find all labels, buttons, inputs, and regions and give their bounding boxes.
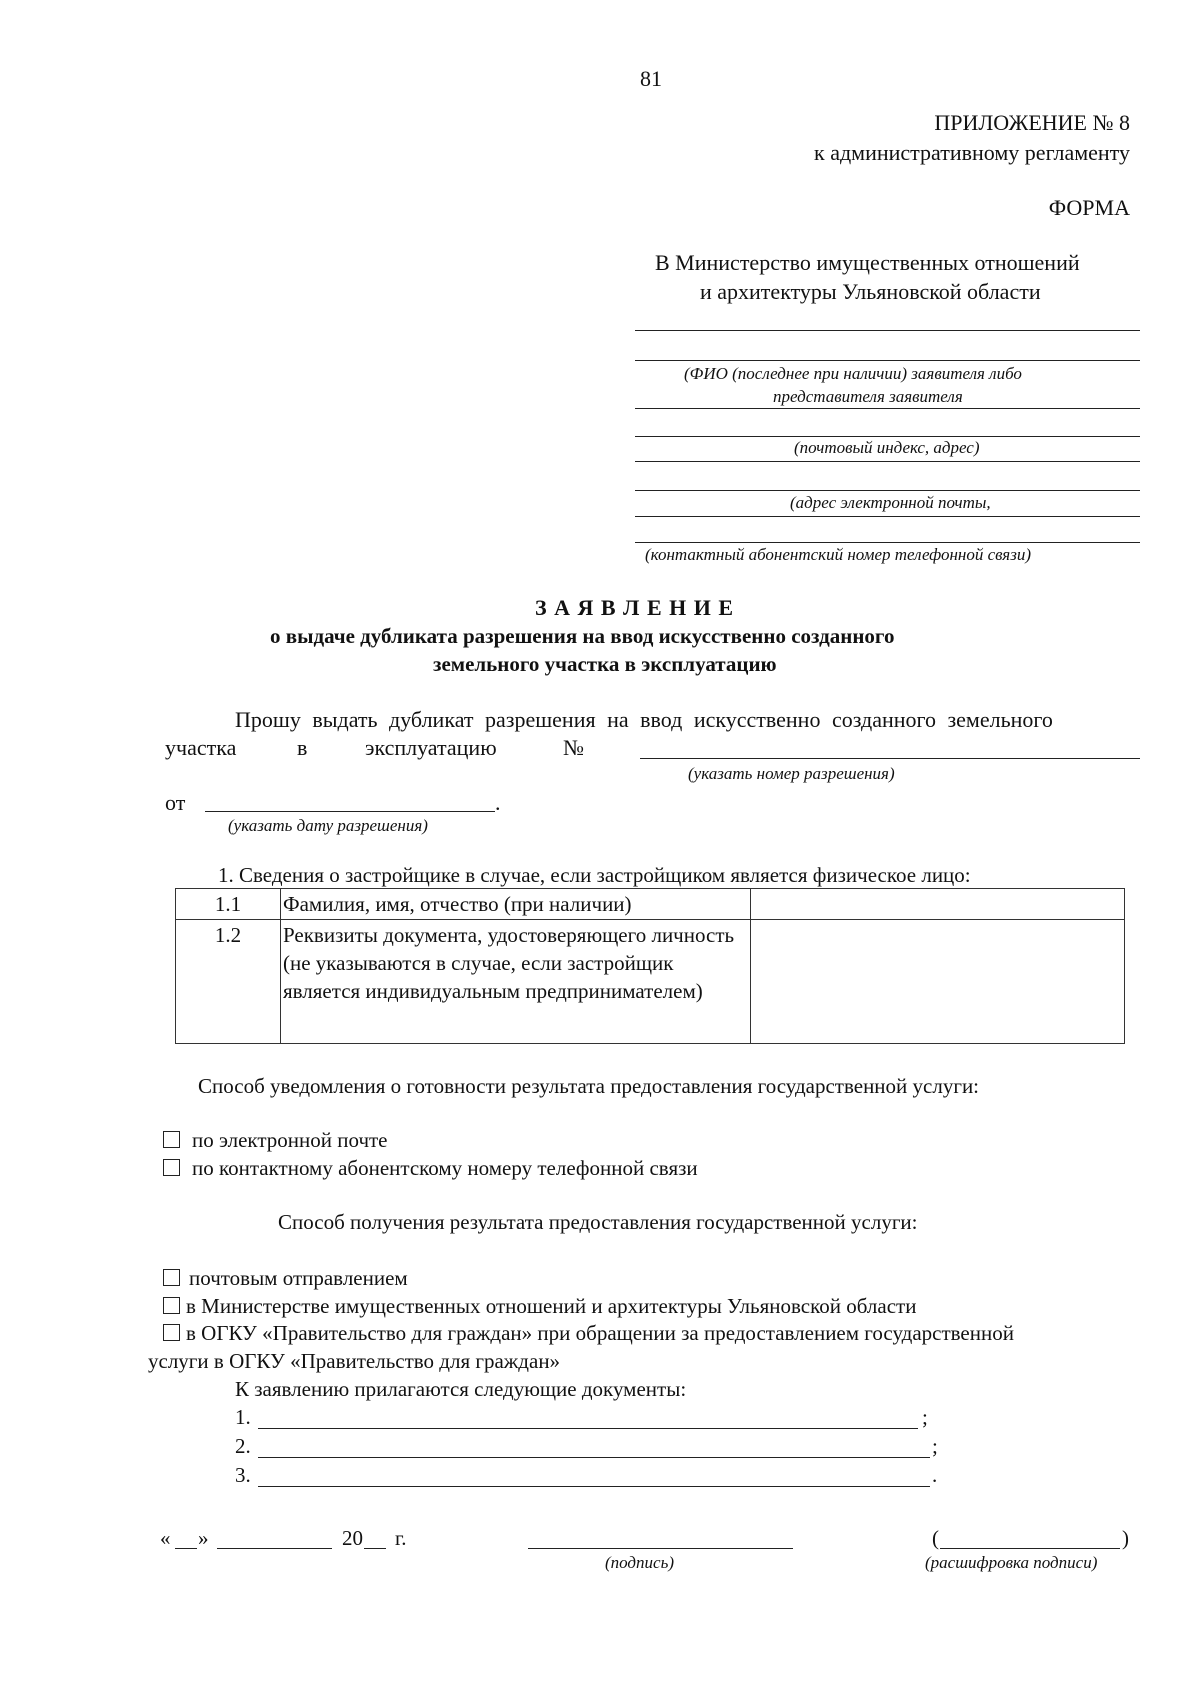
appendix-title: ПРИЛОЖЕНИЕ № 8 [934, 110, 1130, 135]
statement-subtitle-2: земельного участка в эксплуатацию [433, 652, 777, 676]
year-suffix: г. [395, 1526, 407, 1550]
checkbox[interactable] [163, 1131, 180, 1148]
row-label: Фамилия, имя, отчество (при наличии) [281, 889, 751, 920]
receive-option-ministry[interactable] [163, 1294, 916, 1319]
postal-line-2[interactable] [635, 461, 1140, 462]
regulation-reference: к административному регламенту [814, 140, 1130, 165]
attachments-heading: К заявлению прилагаются следующие документы: [235, 1377, 687, 1401]
option-label: по электронной почте [192, 1128, 388, 1152]
attachment-field-2[interactable] [258, 1457, 930, 1458]
table-row [176, 920, 1125, 1044]
notify-option-phone[interactable] [163, 1156, 698, 1181]
fio-line-2[interactable] [635, 360, 1140, 361]
row-label: Реквизиты документа, удостоверяющего личность (не указываются в случае, если застройщик является индивидуальным предпринимателем) [281, 920, 751, 1044]
addressee-line-1: В Министерство имущественных отношений [655, 250, 1080, 275]
permit-date-field[interactable] [205, 811, 495, 812]
attachment-num-1: 1. [235, 1405, 251, 1429]
checkbox[interactable] [163, 1297, 180, 1314]
row-number: 1.2 [176, 920, 281, 1044]
receive-option-ogku-cont: услуги в ОГКУ «Правительство для граждан» [148, 1349, 561, 1373]
checkbox[interactable] [163, 1269, 180, 1286]
permit-number-hint: (указать номер разрешения) [688, 764, 895, 783]
page-number: 81 [640, 66, 662, 91]
checkbox[interactable] [163, 1324, 180, 1341]
request-number-sign: № [563, 735, 584, 760]
receive-option-mail[interactable] [163, 1266, 408, 1291]
signature-decode-hint: (расшифровка подписи) [925, 1553, 1098, 1572]
checkbox[interactable] [163, 1159, 180, 1176]
option-label: по контактному абонентскому номеру телефонной связи [192, 1156, 698, 1180]
statement-title: З А Я В Л Е Н И Е [535, 595, 735, 620]
attachment-num-2: 2. [235, 1434, 251, 1458]
day-field[interactable] [175, 1548, 197, 1549]
signature-field[interactable] [528, 1548, 793, 1549]
receive-option-ogku[interactable] [163, 1321, 1014, 1346]
phone-hint: (контактный абонентский номер телефонной связи) [645, 545, 1031, 564]
postal-line-1[interactable] [635, 436, 1140, 437]
statement-subtitle-1: о выдаче дубликата разрешения на ввод искусственно созданного [270, 624, 895, 648]
phone-line[interactable] [635, 542, 1140, 543]
addressee-line-2: и архитектуры Ульяновской области [700, 279, 1041, 304]
attachment-end-3: . [932, 1463, 938, 1487]
fio-line-3[interactable] [635, 408, 1140, 409]
postal-hint: (почтовый индекс, адрес) [794, 438, 980, 457]
fio-hint-2: представителя заявителя [773, 387, 963, 406]
option-label: почтовым отправлением [189, 1266, 408, 1290]
permit-number-field[interactable] [640, 758, 1140, 759]
date-close-quote: » [198, 1526, 209, 1550]
signature-hint: (подпись) [605, 1553, 674, 1572]
request-word-in: в [297, 735, 308, 760]
request-line-1 [235, 707, 1140, 733]
year-prefix: 20 [342, 1526, 363, 1550]
fio-hint-1: (ФИО (последнее при наличии) заявителя либо [684, 364, 1022, 383]
table-row [176, 889, 1125, 920]
request-word-plot: участка [165, 735, 237, 760]
attachment-num-3: 3. [235, 1463, 251, 1487]
receive-heading: Способ получения результата предоставления государственной услуги: [278, 1210, 918, 1234]
full-name-field[interactable] [751, 889, 1125, 920]
paren-close: ) [1122, 1526, 1129, 1550]
attachment-end-1: ; [922, 1405, 928, 1429]
request-text-1: Прошу выдать дубликат разрешения на ввод искусственно созданного земельного [235, 707, 1053, 732]
attachment-field-3[interactable] [258, 1486, 930, 1487]
signature-decode-field[interactable] [940, 1548, 1120, 1549]
email-line-2[interactable] [635, 516, 1140, 517]
form-label: ФОРМА [1048, 195, 1130, 220]
date-open-quote: « [160, 1526, 171, 1550]
fio-line-1[interactable] [635, 330, 1140, 331]
attachment-field-1[interactable] [258, 1428, 918, 1429]
developer-info-table [175, 888, 1125, 1044]
attachment-end-2: ; [932, 1434, 938, 1458]
year-field[interactable] [364, 1548, 386, 1549]
from-end: . [495, 790, 501, 815]
paren-open: ( [932, 1526, 939, 1550]
row-number: 1.1 [176, 889, 281, 920]
option-label: в ОГКУ «Правительство для граждан» при обращении за предоставлением государственной [186, 1321, 1014, 1345]
email-line-1[interactable] [635, 490, 1140, 491]
request-word-operation: эксплуатацию [365, 735, 497, 760]
from-label: от [165, 790, 186, 815]
section-1-heading: 1. Сведения о застройщике в случае, если застройщиком является физическое лицо: [218, 863, 971, 887]
email-hint: (адрес электронной почты, [790, 493, 991, 512]
identity-document-field[interactable] [751, 920, 1125, 1044]
permit-date-hint: (указать дату разрешения) [228, 816, 428, 835]
month-field[interactable] [217, 1548, 332, 1549]
notify-heading: Способ уведомления о готовности результата предоставления государственной услуги: [198, 1074, 980, 1098]
notify-option-email[interactable] [163, 1128, 388, 1153]
option-label: в Министерстве имущественных отношений и архитектуры Ульяновской области [186, 1294, 917, 1318]
